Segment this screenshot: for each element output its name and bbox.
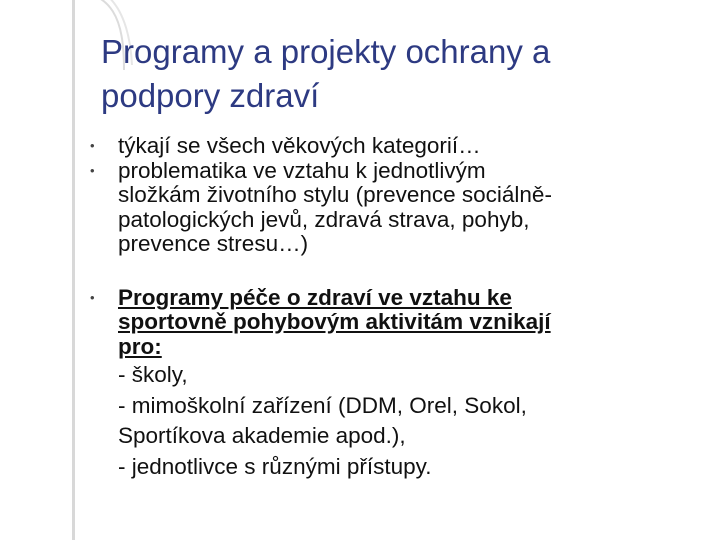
- bullet-icon: •: [90, 138, 95, 153]
- bullet-list: [90, 134, 690, 479]
- bullet-line: složkám životního stylu (prevence sociálně-: [118, 182, 552, 207]
- bullet-heading-line: sportovně pohybovým aktivitám vznikají: [118, 309, 551, 334]
- title-line: Programy a projekty ochrany a: [101, 33, 551, 70]
- bullet-item: [90, 134, 690, 159]
- bullet-heading-line: pro:: [118, 333, 162, 359]
- bullet-line: patologických jevů, zdravá strava, pohyb,: [118, 206, 530, 232]
- title-line: podpory zdraví: [101, 77, 320, 114]
- bullet-line: - školy,: [118, 362, 188, 387]
- slide-title: [101, 30, 681, 118]
- bullet-line: - mimoškolní zařízení (DDM, Orel, Sokol,: [118, 392, 527, 418]
- bullet-line: prevence stresu…): [118, 231, 309, 256]
- bullet-text: týkají se všech věkových kategorií…: [118, 133, 481, 158]
- bullet-line: - jednotlivce s různými přístupy.: [118, 453, 432, 479]
- bullet-item: [90, 159, 690, 257]
- bullet-heading-line: Programy péče o zdraví ve vztahu ke: [118, 284, 512, 310]
- bullet-line: Sportíkova akademie apod.),: [118, 423, 406, 448]
- bullet-icon: •: [90, 289, 95, 305]
- bullet-line: problematika ve vztahu k jednotlivým: [118, 157, 486, 183]
- bullet-icon: •: [90, 162, 95, 178]
- bullet-spacer: [90, 257, 690, 286]
- bullet-item: [90, 286, 690, 480]
